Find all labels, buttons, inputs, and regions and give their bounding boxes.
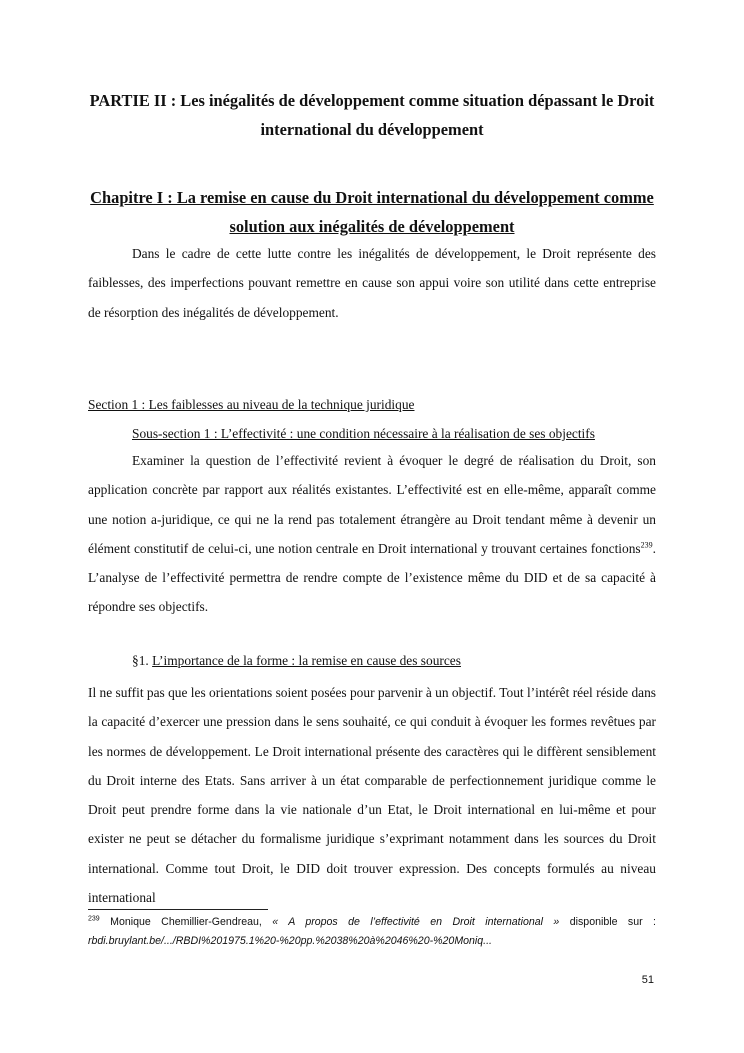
footnote-work-title: A propos de l’effectivité en Droit international <box>288 916 543 928</box>
intro-paragraph: Dans le cadre de cette lutte contre les inégalités de développement, le Droit représente des faiblesses, des imperfections pouvant remettre en cause son appui voire son utilité dans cette entreprise de résorption des inégalités de développement. <box>88 246 656 320</box>
footnote <box>88 913 656 951</box>
paragraph-heading-text: L’importance de la forme : la remise en cause des sources <box>152 653 461 668</box>
chapitre-title: Chapitre I : La remise en cause du Droit international du développement comme solution aux inégalités de développement <box>90 188 654 236</box>
footnote-separator <box>88 909 268 910</box>
footnote-author: Monique Chemillier-Gendreau, <box>99 916 273 928</box>
footnote-number: 239 <box>88 915 100 923</box>
footnote-open-quote: « <box>272 916 289 928</box>
partie-title: PARTIE II : Les inégalités de développement comme situation dépassant le Droit international du développement <box>89 91 655 139</box>
paragraph-heading <box>132 651 461 671</box>
footnote-reference[interactable]: 239 <box>640 540 653 550</box>
footnote-availability: disponible sur : <box>569 916 656 928</box>
footnote-close-quote: » <box>543 916 570 928</box>
page-number: 51 <box>641 974 654 986</box>
section-heading: Section 1 : Les faiblesses au niveau de la technique juridique <box>88 397 415 412</box>
paragraph-number: §1. <box>132 653 149 668</box>
subsection-heading: Sous-section 1 : L’effectivité : une condition nécessaire à la réalisation de ses objectifs <box>132 426 595 441</box>
effectivite-text: Examiner la question de l’effectivité revient à évoquer le degré de réalisation du Droit, son application concrète par rapport aux réalités existantes. L’effectivité est en elle-même, apparaît comme une notion a-juridique, ce qui ne la rend pas totalement étrangère au Droit tendant même à devenir un élément constitutif de celui-ci, une notion centrale en Droit international y trouvant certaines fonctions <box>88 453 656 556</box>
forme-paragraph: Il ne suffit pas que les orientations soient posées pour parvenir à un objectif. Tout l’intérêt réel réside dans la capacité d’exercer une pression dans le sens souhaité, ce qui conduit à évoquer les formes revêtues par les normes de développement. Le Droit international présente des caractères qui le diffèrent sensiblement du Droit interne des Etats. Sans arriver à un état comparable de perfectionnement juridique comme le Droit peut prendre forme dans la vie nationale d’un Etat, le Droit international en lui-même et pour exister ne peut se détacher du formalisme juridique s’exprimant notamment dans les sources du Droit international. Comme tout Droit, le DID doit trouver expression. Des concepts formulés au niveau international <box>88 685 656 906</box>
footnote-url[interactable]: rbdi.bruylant.be/.../RBDI%201975.1%20-%20pp.%2038%20à%2046%20-%20Moniq... <box>88 935 493 947</box>
effectivite-text-end: . L’analyse de l’effectivité permettra de rendre compte de l’existence même du DID et de sa capacité à répondre ses objectifs. <box>88 540 656 615</box>
effectivite-paragraph <box>88 446 656 622</box>
